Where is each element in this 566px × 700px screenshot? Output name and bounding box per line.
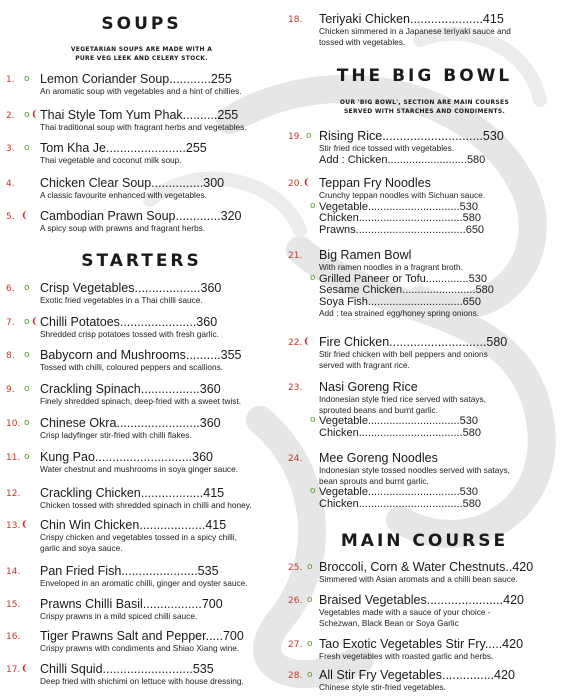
- menu-item: [283, 593, 566, 628]
- menu-item: [0, 141, 283, 165]
- item-option: Chicken..................................580: [319, 426, 482, 439]
- item-number: 27.: [288, 640, 303, 650]
- item-name: Kung Pao............................360: [40, 450, 214, 464]
- big-bowl-subtitle: OUR 'BIG BOWL', SECTION ARE MAIN COURSES SERVED WITH STARCHES AND CONDIMENTS.: [339, 99, 510, 115]
- menu-item: [0, 108, 283, 132]
- item-description: Finely shredded spinach, deep-fried with a sweet twist.: [40, 396, 242, 406]
- chilli-icon: ❨: [21, 520, 29, 530]
- chilli-icon: ❨: [21, 664, 29, 674]
- item-description: Tossed with chilli, coloured peppers and scallions.: [40, 362, 224, 372]
- item-name: Crisp Vegetables...................360: [40, 281, 222, 295]
- menu-item: [0, 72, 283, 96]
- menu-item: [283, 335, 566, 370]
- menu-item: [0, 315, 283, 339]
- item-name: Tom Kha Je.......................255: [40, 141, 207, 155]
- veg-circle-icon: o: [306, 131, 312, 141]
- item-description: Water chestnut and mushrooms in soya ginger sauce.: [40, 464, 238, 474]
- item-name: Chilli Potatoes......................360: [40, 315, 218, 329]
- veg-circle-icon: o: [24, 384, 30, 394]
- item-number: 4.: [6, 179, 15, 189]
- item-number: 14.: [6, 567, 21, 577]
- item-description: Chicken simmered in a Japanese teriyaki sauce and tossed with vegetables.: [319, 26, 511, 47]
- menu-item: [283, 176, 566, 236]
- item-name: Thai Style Tom Yum Phak..........255: [40, 108, 239, 122]
- item-number: 3.: [6, 144, 15, 154]
- item-description: Vegetables made with a sauce of your choice - Schezwan, Black Bean or Soya Garlic: [319, 607, 491, 628]
- item-number: 24.: [288, 454, 303, 464]
- item-number: 6.: [6, 284, 15, 294]
- item-name: Tao Exotic Vegetables Stir Fry.....420: [319, 637, 524, 651]
- item-name: Broccoli, Corn & Water Chestnuts..420: [319, 560, 534, 574]
- item-number: 7.: [6, 318, 15, 328]
- menu-item: [0, 486, 283, 510]
- item-description: Shredded crisp potatoes tossed with fresh garlic.: [40, 329, 219, 339]
- item-name: Rising Rice.............................530: [319, 129, 504, 143]
- item-description: Crispy chicken and vegetables tossed in a spicy chilli, garlic and soya sauce.: [40, 532, 237, 553]
- menu-item: [0, 518, 283, 553]
- item-number: 22.: [288, 338, 303, 348]
- item-name: Nasi Goreng Rice: [319, 380, 418, 394]
- menu-item: [0, 416, 283, 440]
- veg-circle-icon: o: [24, 317, 30, 327]
- veg-circle-icon: o: [24, 74, 30, 84]
- item-name: Tiger Prawns Salt and Pepper.....700: [40, 629, 244, 643]
- item-number: 20.: [288, 179, 303, 189]
- soups-subtitle: VEGETARIAN SOUPS ARE MADE WITH A PURE VEG LEEK AND CELERY STOCK.: [70, 46, 213, 62]
- item-description: Simmered with Asian aromats and a chilli bean sauce.: [319, 574, 518, 584]
- item-number: 5.: [6, 212, 15, 222]
- item-description: Thai traditional soup with fragrant herbs and vegetables.: [40, 122, 247, 132]
- chilli-icon: ❨: [303, 178, 311, 188]
- item-description: Crisp ladyfinger stir-fried with chilli flakes.: [40, 430, 192, 440]
- big-bowl-title: THE BIG BOWL: [336, 66, 513, 86]
- item-name: Chinese Okra........................360: [40, 416, 221, 430]
- item-description: Exotic fried vegetables in a Thai chilli sauce.: [40, 295, 203, 305]
- menu-item: [0, 564, 283, 588]
- item-description: Deep fried with shichimi on lettuce with house dressing.: [40, 676, 244, 686]
- menu-item: [0, 382, 283, 406]
- item-number: 9.: [6, 385, 15, 395]
- item-number: 19.: [288, 132, 303, 142]
- item-description: Crispy prawns with condiments and Shiao Xiang wine.: [40, 643, 240, 653]
- item-number: 17.: [6, 665, 21, 675]
- menu-item: [283, 668, 566, 692]
- veg-circle-icon: o: [310, 200, 316, 211]
- item-number: 25.: [288, 563, 303, 573]
- item-name: Babycorn and Mushrooms..........355: [40, 348, 242, 362]
- item-name: Braised Vegetables......................420: [319, 593, 524, 607]
- item-option: Chicken..................................580: [319, 212, 482, 224]
- item-description: Enveloped in an aromatic chilli, ginger and oyster sauce.: [40, 578, 248, 588]
- menu-item: [0, 629, 283, 653]
- item-name: Lemon Coriander Soup............255: [40, 72, 232, 86]
- item-note: Add : tea strained egg/honey spring onions.: [319, 307, 480, 318]
- item-option: Vegetable..............................530: [319, 200, 478, 213]
- item-number: 12.: [6, 489, 21, 499]
- item-number: 2.: [6, 111, 15, 121]
- veg-circle-icon: o: [24, 110, 30, 120]
- item-description: Indonesian style fried rice served with satays, sprouted beans and burnt garlic.: [319, 394, 486, 415]
- item-number: 8.: [6, 351, 15, 361]
- item-option: Vegetable..............................530: [319, 415, 478, 427]
- item-number: 11.: [6, 453, 21, 463]
- item-number: 10.: [6, 419, 21, 429]
- item-option: Grilled Paneer or Tofu..............530: [319, 272, 487, 285]
- item-number: 1.: [6, 75, 15, 85]
- veg-circle-icon: o: [24, 143, 30, 153]
- menu-item: [0, 662, 283, 686]
- veg-circle-icon: o: [307, 639, 313, 649]
- item-name: Prawns Chilli Basil.................700: [40, 597, 223, 611]
- veg-circle-icon: o: [307, 562, 313, 572]
- item-option: Vegetable..............................530: [319, 486, 478, 498]
- item-description: Chinese style stir-fried vegetables.: [319, 682, 446, 692]
- item-number: 16.: [6, 632, 21, 642]
- menu-item: [0, 209, 283, 233]
- menu-item: [283, 248, 566, 318]
- item-number: 15.: [6, 600, 21, 610]
- item-option: Chicken..................................580: [319, 497, 482, 510]
- item-description: A spicy soup with prawns and fragrant herbs.: [40, 223, 206, 233]
- veg-circle-icon: o: [24, 350, 30, 360]
- item-name: Teriyaki Chicken.....................415: [319, 12, 504, 26]
- menu-item: [283, 560, 566, 584]
- chilli-icon: ❨: [21, 211, 29, 221]
- item-name: Chin Win Chicken...................415: [40, 518, 227, 532]
- veg-circle-icon: o: [310, 486, 316, 496]
- menu-item: [283, 451, 566, 510]
- item-name: Big Ramen Bowl: [319, 248, 412, 262]
- item-name: Teppan Fry Noodles: [319, 176, 431, 190]
- veg-circle-icon: o: [24, 452, 30, 462]
- veg-circle-icon: o: [310, 272, 316, 283]
- chilli-icon: ❨: [31, 110, 39, 120]
- veg-circle-icon: o: [307, 595, 313, 605]
- menu-item: [283, 380, 566, 439]
- item-description: Crunchy teppan noodles with Sichuan sauce.: [319, 190, 486, 200]
- veg-circle-icon: o: [310, 415, 316, 425]
- item-name: Crackling Spinach.................360: [40, 382, 221, 396]
- item-name: All Stir Fry Vegetables...............420: [319, 668, 515, 682]
- item-option: Sesame Chicken........................580: [319, 284, 494, 296]
- item-description: With ramen noodles in a fragrant broth.: [319, 262, 463, 272]
- menu-item: [0, 281, 283, 305]
- item-description: Stir fried chicken with bell peppers and onions served with fragrant rice.: [319, 349, 488, 370]
- menu-item: [0, 348, 283, 372]
- chilli-icon: ❨: [303, 337, 311, 347]
- item-number: 21.: [288, 251, 303, 261]
- starters-title: STARTERS: [81, 251, 202, 271]
- item-name: Chilli Squid..........................535: [40, 662, 214, 676]
- item-description: Crispy prawns in a mild spiced chilli sauce.: [40, 611, 198, 621]
- item-number: 28.: [288, 671, 303, 681]
- item-description: Stir fried rice tossed with vegetables.: [319, 143, 455, 153]
- veg-circle-icon: o: [24, 283, 30, 293]
- item-number: 23.: [288, 383, 303, 393]
- item-name: Cambodian Prawn Soup.............320: [40, 209, 242, 223]
- item-name: Fire Chicken............................580: [319, 335, 508, 349]
- item-description: Indonesian style tossed noodles served with satays, bean sprouts and burnt garlic.: [319, 465, 510, 486]
- menu-item: [283, 129, 566, 166]
- soups-title: SOUPS: [101, 14, 182, 34]
- item-description: A classic favourite enhanced with vegetables.: [40, 190, 207, 200]
- item-name: Crackling Chicken..................415: [40, 486, 225, 500]
- menu-item: [0, 176, 283, 200]
- item-description: Fresh vegetables with roasted garlic and herbs.: [319, 651, 494, 661]
- veg-circle-icon: o: [24, 418, 30, 428]
- item-option: Soya Fish...............................650: [319, 295, 482, 308]
- item-description: Thai vegetable and coconut milk soup.: [40, 155, 182, 165]
- main-course-title: MAIN COURSE: [340, 531, 509, 551]
- menu-item: [0, 597, 283, 621]
- chilli-icon: ❨: [31, 317, 39, 327]
- menu-item: [283, 637, 566, 661]
- veg-circle-icon: o: [307, 670, 313, 680]
- item-description: Chicken tossed with shredded spinach in chilli and honey.: [40, 500, 252, 510]
- item-number: 13.: [6, 521, 21, 531]
- item-option: Add : Chicken..........................580: [319, 153, 486, 166]
- item-number: 18.: [288, 15, 303, 25]
- menu-item: [283, 12, 566, 47]
- item-description: An aromatic soup with vegetables and a hint of chillies.: [40, 86, 242, 96]
- item-option: Prawns....................................650: [319, 223, 485, 236]
- item-name: Chicken Clear Soup...............300: [40, 176, 225, 190]
- item-number: 26.: [288, 596, 303, 606]
- menu-item: [0, 450, 283, 474]
- item-name: Mee Goreng Noodles: [319, 451, 438, 465]
- item-name: Pan Fried Fish......................535: [40, 564, 219, 578]
